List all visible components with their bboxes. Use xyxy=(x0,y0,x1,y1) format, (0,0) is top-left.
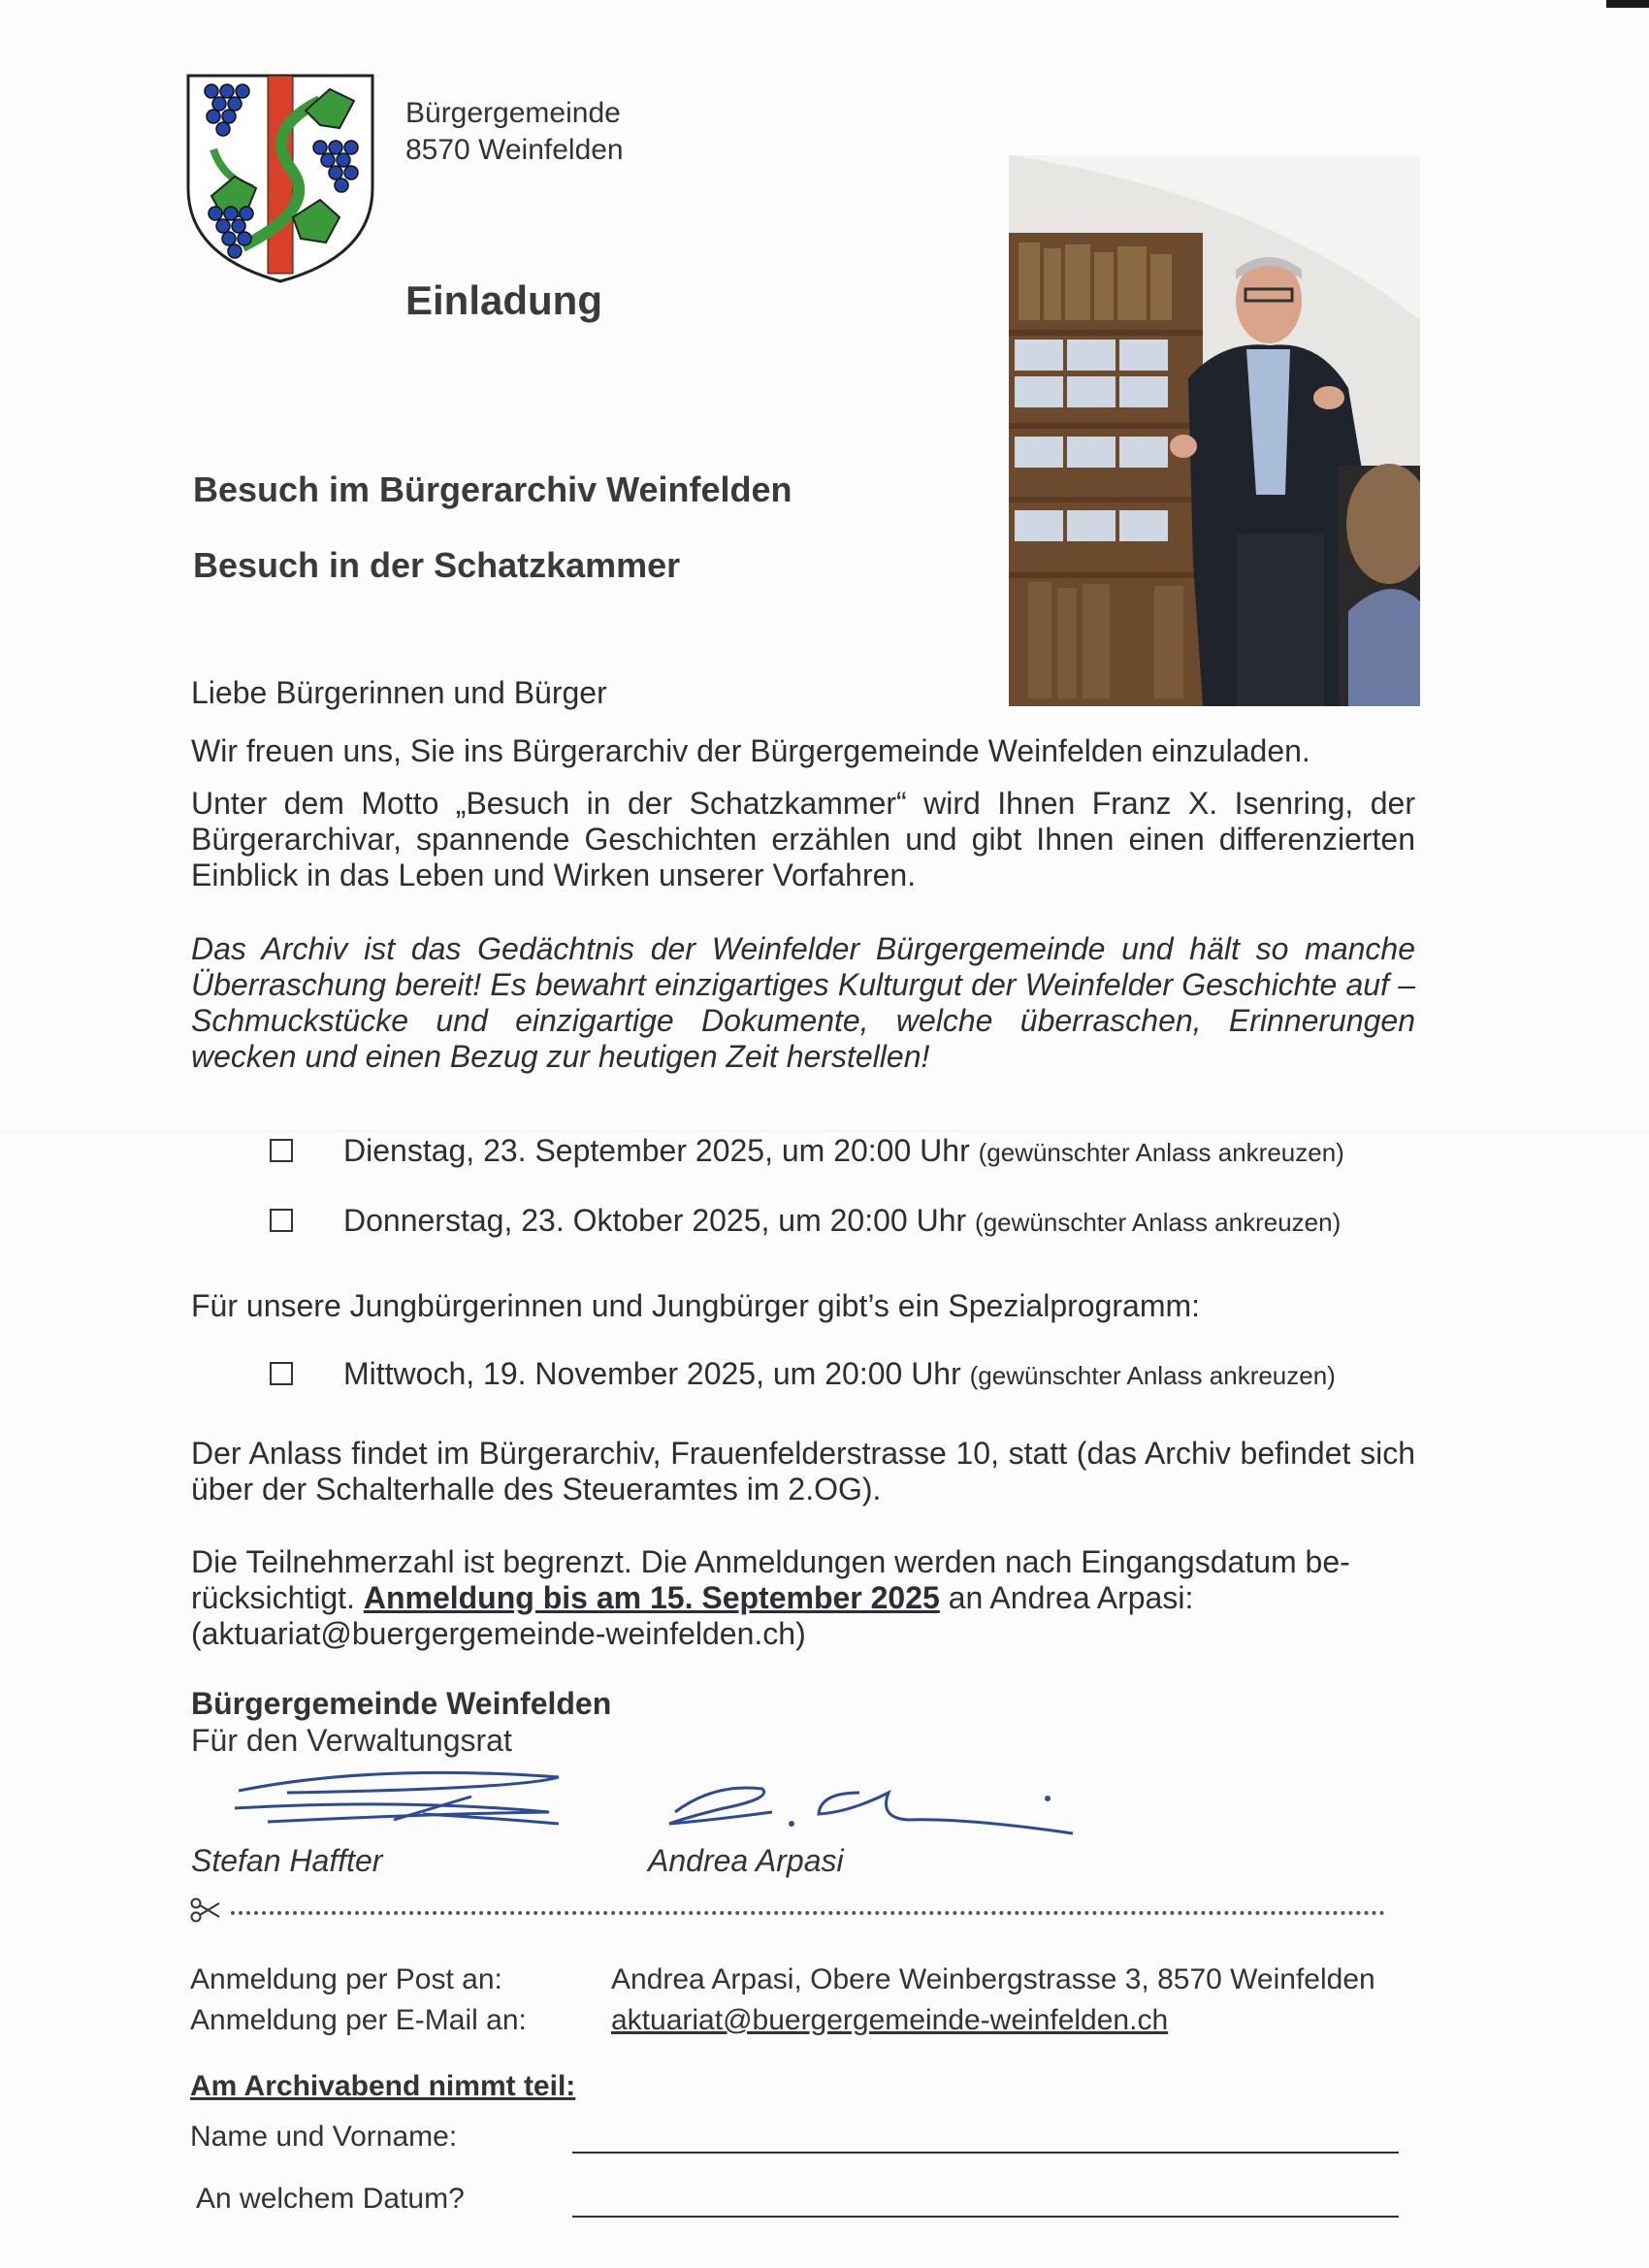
youth-intro: Für unsere Jungbürgerinnen und Jungbürger gibt’s ein Spezialprogramm: xyxy=(191,1288,1201,1323)
document-title: Einladung xyxy=(405,277,602,323)
signer2-name: Andrea Arpasi xyxy=(648,1843,844,1878)
signoff-for: Für den Verwaltungsrat xyxy=(191,1723,512,1758)
signature-andrea-arpasi xyxy=(656,1764,1083,1851)
form-heading: Am Archivabend nimmt teil: xyxy=(190,2070,576,2102)
registration-prefix: rücksichtigt. xyxy=(191,1580,355,1615)
option-2 xyxy=(343,1203,1341,1239)
option-3-date: Mittwoch, 19. November 2025, um 20:00 Uhr xyxy=(343,1356,961,1391)
registration-line2 xyxy=(191,1580,1415,1616)
option-3 xyxy=(343,1356,1336,1392)
cut-line xyxy=(231,1899,1385,1915)
signoff-org: Bürgergemeinde Weinfelden xyxy=(191,1686,612,1721)
paragraph-archive: Das Archiv ist das Gedächtnis der Weinfelder Bürgergemeinde und hält so manche Überraschung bereit! Es bewahrt einzigartiges Kulturgut der Weinfelder Geschichte auf – Schmuckstücke und einzigartige Dokumente, welche überraschen, Erinnerungen wecken und einen Bezug zur heutigen Zeit herstellen! xyxy=(191,931,1415,1074)
email-label: Anmeldung per E-Mail an: xyxy=(190,2004,527,2036)
checkbox-option-3[interactable] xyxy=(270,1362,293,1385)
scan-corner-mark xyxy=(1606,0,1649,8)
signature-stefan-haffter xyxy=(229,1764,568,1841)
registration-suffix: an Andrea Arpasi: xyxy=(948,1580,1194,1615)
post-address: Andrea Arpasi, Obere Weinbergstrasse 3, 8570 Weinfelden xyxy=(611,1963,1375,1995)
option-2-date: Donnerstag, 23. Oktober 2025, um 20:00 Uhr xyxy=(343,1203,967,1238)
option-1-date: Dienstag, 23. September 2025, um 20:00 Uhr xyxy=(343,1133,970,1168)
paper-fold xyxy=(0,1130,1649,1132)
registration-email: (aktuariat@buergergemeinde-weinfelden.ch) xyxy=(191,1616,806,1651)
checkbox-option-1[interactable] xyxy=(270,1139,293,1162)
coat-of-arms-logo xyxy=(184,72,376,285)
subtitle-treasury: Besuch in der Schatzkammer xyxy=(193,545,681,585)
archivist-photo xyxy=(1009,155,1420,706)
registration-deadline: Anmeldung bis am 15. September 2025 xyxy=(363,1580,940,1615)
option-2-note: (gewünschter Anlass ankreuzen) xyxy=(975,1208,1342,1237)
post-label: Anmeldung per Post an: xyxy=(190,1963,502,1995)
option-1 xyxy=(343,1133,1344,1169)
greeting: Liebe Bürgerinnen und Bürger xyxy=(191,675,607,710)
paragraph-motto: Unter dem Motto „Besuch in der Schatzkammer“ wird Ihnen Franz X. Isenring, der Bürgerarchivar, spannende Geschichten erzählen und gibt Ihnen einen differenzierten Einblick in das Leben und Wirken unserer Vorfahren. xyxy=(191,786,1415,892)
location-paragraph: Der Anlass findet im Bürgerarchiv, Frauenfelderstrasse 10, statt (das Archiv befindet sich über der Schalterhalle des Steueramtes im 2.OG). xyxy=(191,1436,1415,1507)
signer1-name: Stefan Haffter xyxy=(191,1843,383,1878)
org-name: Bürgergemeinde xyxy=(405,97,621,129)
option-3-note: (gewünschter Anlass ankreuzen) xyxy=(969,1361,1336,1390)
subtitle-archive: Besuch im Bürgerarchiv Weinfelden xyxy=(193,470,792,509)
paragraph-intro: Wir freuen uns, Sie ins Bürgerarchiv der Bürgergemeinde Weinfelden einzuladen. xyxy=(191,733,1310,768)
name-field-line[interactable] xyxy=(572,2152,1399,2154)
name-label: Name und Vorname: xyxy=(190,2121,458,2153)
registration-line1: Die Teilnehmerzahl ist begrenzt. Die Anmeldungen werden nach Eingangsdatum be- xyxy=(191,1544,1350,1579)
organization-address xyxy=(405,95,624,169)
scissors-icon xyxy=(190,1897,221,1923)
org-city: 8570 Weinfelden xyxy=(405,134,624,166)
checkbox-option-2[interactable] xyxy=(270,1209,293,1232)
date-field-line[interactable] xyxy=(572,2216,1399,2218)
email-link[interactable]: aktuariat@buergergemeinde-weinfelden.ch xyxy=(611,2004,1169,2036)
date-label: An welchem Datum? xyxy=(196,2183,465,2215)
registration-paragraph xyxy=(191,1544,1415,1652)
option-1-note: (gewünschter Anlass ankreuzen) xyxy=(978,1138,1344,1167)
